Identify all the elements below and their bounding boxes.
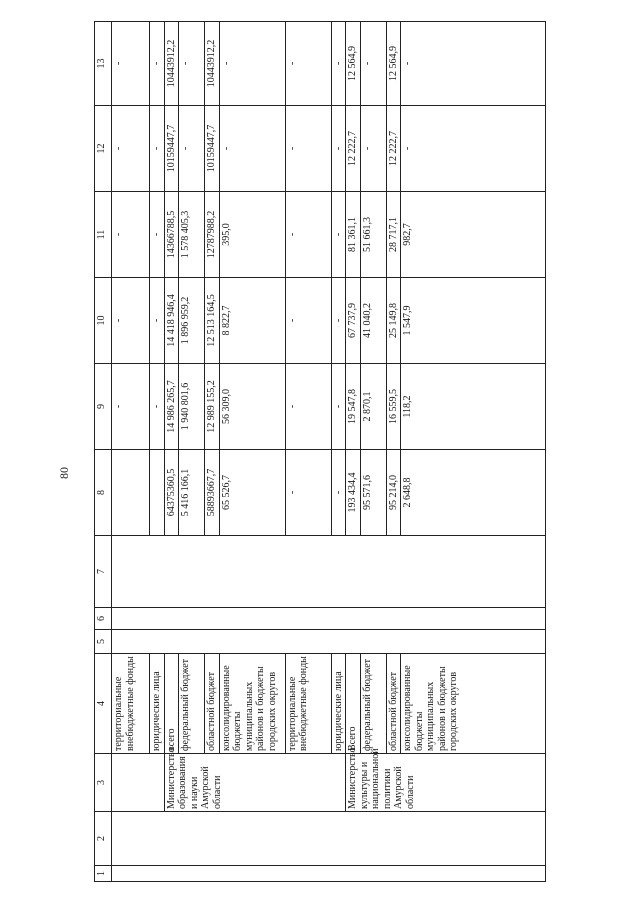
header-col-13: 13: [95, 22, 112, 106]
cell-value-12: -: [112, 106, 150, 192]
cell-value-13: -: [401, 22, 546, 106]
cell-source: территориальные внебюджетные фонды: [285, 654, 331, 754]
header-col-9: 9: [95, 364, 112, 450]
cell-value-13: 12 564,9: [386, 22, 401, 106]
table-row: [164, 22, 179, 882]
cell-value-10: 41 040,2: [360, 278, 386, 364]
cell-source: Всего: [346, 654, 361, 754]
cell-value-11: 12787988,2: [205, 192, 220, 278]
cell-value-10: 1 896 959,2: [179, 278, 205, 364]
header-col-8: 8: [95, 450, 112, 536]
cell-value-12: -: [331, 106, 346, 192]
cell-value-13: -: [360, 22, 386, 106]
cell-col2: [112, 812, 546, 866]
rotated-table-wrapper: [94, 22, 546, 882]
cell-value-11: 14366788,5: [164, 192, 179, 278]
cell-value-10: -: [112, 278, 150, 364]
cell-value-10: 67 737,9: [346, 278, 361, 364]
cell-value-9: 2 870,1: [360, 364, 386, 450]
cell-value-9: 118,2: [401, 364, 546, 450]
cell-value-10: 25 149,8: [386, 278, 401, 364]
page-number: 80: [57, 467, 71, 479]
cell-value-13: -: [179, 22, 205, 106]
table-row: [219, 22, 285, 882]
header-col-6: 6: [95, 608, 112, 630]
cell-source: областной бюджет: [386, 654, 401, 754]
cell-value-11: 982,7: [401, 192, 546, 278]
cell-responsible-education: Министерство образования и науки Амурской области: [164, 754, 346, 812]
cell-value-9: 12 989 155,2: [205, 364, 220, 450]
cell-value-13: -: [219, 22, 285, 106]
cell-value-9: 1 940 801,6: [179, 364, 205, 450]
cell-col6: [112, 608, 546, 630]
cell-value-8: [150, 450, 165, 536]
cell-value-9: -: [331, 364, 346, 450]
cell-value-10: 12 513 164,5: [205, 278, 220, 364]
cell-source: областной бюджет: [205, 654, 220, 754]
cell-value-11: 395,0: [219, 192, 285, 278]
cell-value-8: 64375360,5: [164, 450, 179, 536]
cell-col3-prev-group: [112, 754, 165, 812]
cell-value-8: 95 214,0: [386, 450, 401, 536]
cell-value-8: -: [285, 450, 331, 536]
cell-value-8: 5 416 166,1: [179, 450, 205, 536]
cell-col5: [112, 630, 546, 654]
cell-source: юридические лица: [150, 654, 165, 754]
header-col-10: 10: [95, 278, 112, 364]
cell-value-11: 81 361,1: [346, 192, 361, 278]
cell-value-12: 10159447,7: [164, 106, 179, 192]
cell-value-8: 2 648,8: [401, 450, 546, 536]
cell-value-8: 65 526,7: [219, 450, 285, 536]
cell-value-10: -: [331, 278, 346, 364]
cell-value-8: 193 434,4: [346, 450, 361, 536]
cell-source: всего: [164, 654, 179, 754]
cell-value-13: 10443912,2: [164, 22, 179, 106]
cell-value-12: 12 222,7: [386, 106, 401, 192]
cell-value-13: 12 564,9: [346, 22, 361, 106]
cell-value-12: -: [179, 106, 205, 192]
header-col-4: 4: [95, 654, 112, 754]
cell-value-11: -: [285, 192, 331, 278]
cell-value-10: 1 547,9: [401, 278, 546, 364]
header-col-11: 11: [95, 192, 112, 278]
table-row: [205, 22, 220, 882]
cell-value-11: 51 661,3: [360, 192, 386, 278]
table-row: [401, 22, 546, 882]
cell-value-8: -: [331, 450, 346, 536]
cell-source: консолидированные бюджеты муниципальных районов и бюджеты городских округов: [401, 654, 546, 754]
cell-source: юридические лица: [331, 654, 346, 754]
cell-value-13: -: [285, 22, 331, 106]
cell-source: территориальные внебюджетные фонды: [112, 654, 150, 754]
cell-value-11: -: [150, 192, 165, 278]
cell-col1: [112, 866, 546, 882]
table-row: [112, 22, 150, 882]
cell-source: федеральный бюджет: [360, 654, 386, 754]
cell-value-9: -: [285, 364, 331, 450]
cell-value-12: -: [150, 106, 165, 192]
cell-value-12: 12 222,7: [346, 106, 361, 192]
header-row: [95, 22, 112, 882]
header-col-12: 12: [95, 106, 112, 192]
header-col-3: 3: [95, 754, 112, 812]
cell-value-13: 10443912,2: [205, 22, 220, 106]
cell-value-12: 10159447,7: [205, 106, 220, 192]
cell-value-9: 14 986 265,7: [164, 364, 179, 450]
cell-source: федеральный бюджет: [179, 654, 205, 754]
header-col-7: 7: [95, 536, 112, 608]
cell-value-9: -: [112, 364, 150, 450]
table-row: [331, 22, 346, 882]
cell-value-10: 8 822,7: [219, 278, 285, 364]
header-col-5: 5: [95, 630, 112, 654]
table-row: [285, 22, 331, 882]
cell-responsible-culture: Министерство культуры и национальной политики Амурской области: [346, 754, 546, 812]
table-row: [386, 22, 401, 882]
table-row: [179, 22, 205, 882]
cell-value-13: -: [112, 22, 150, 106]
cell-value-9: 56 309,0: [219, 364, 285, 450]
cell-value-11: -: [331, 192, 346, 278]
cell-value-9: 16 559,5: [386, 364, 401, 450]
header-col-2: 2: [95, 812, 112, 866]
table-row: [150, 22, 165, 882]
cell-value-12: -: [401, 106, 546, 192]
cell-value-8: [112, 450, 150, 536]
header-col-1: 1: [95, 866, 112, 882]
cell-value-10: -: [150, 278, 165, 364]
cell-value-10: 14 418 946,4: [164, 278, 179, 364]
cell-value-9: 19 547,8: [346, 364, 361, 450]
cell-value-8: 95 571,6: [360, 450, 386, 536]
budget-table: [94, 21, 546, 882]
cell-value-11: 28 717,1: [386, 192, 401, 278]
cell-value-13: -: [331, 22, 346, 106]
cell-value-12: -: [360, 106, 386, 192]
cell-value-12: -: [219, 106, 285, 192]
cell-col7: [112, 536, 546, 608]
cell-value-8: 58893667,7: [205, 450, 220, 536]
table-row: [346, 22, 361, 882]
cell-value-10: -: [285, 278, 331, 364]
cell-value-9: -: [150, 364, 165, 450]
cell-value-13: -: [150, 22, 165, 106]
cell-value-11: -: [112, 192, 150, 278]
cell-value-11: 1 578 405,3: [179, 192, 205, 278]
cell-value-12: -: [285, 106, 331, 192]
cell-source: консолидированные бюджеты муниципальных районов и бюджеты городских округов: [219, 654, 285, 754]
